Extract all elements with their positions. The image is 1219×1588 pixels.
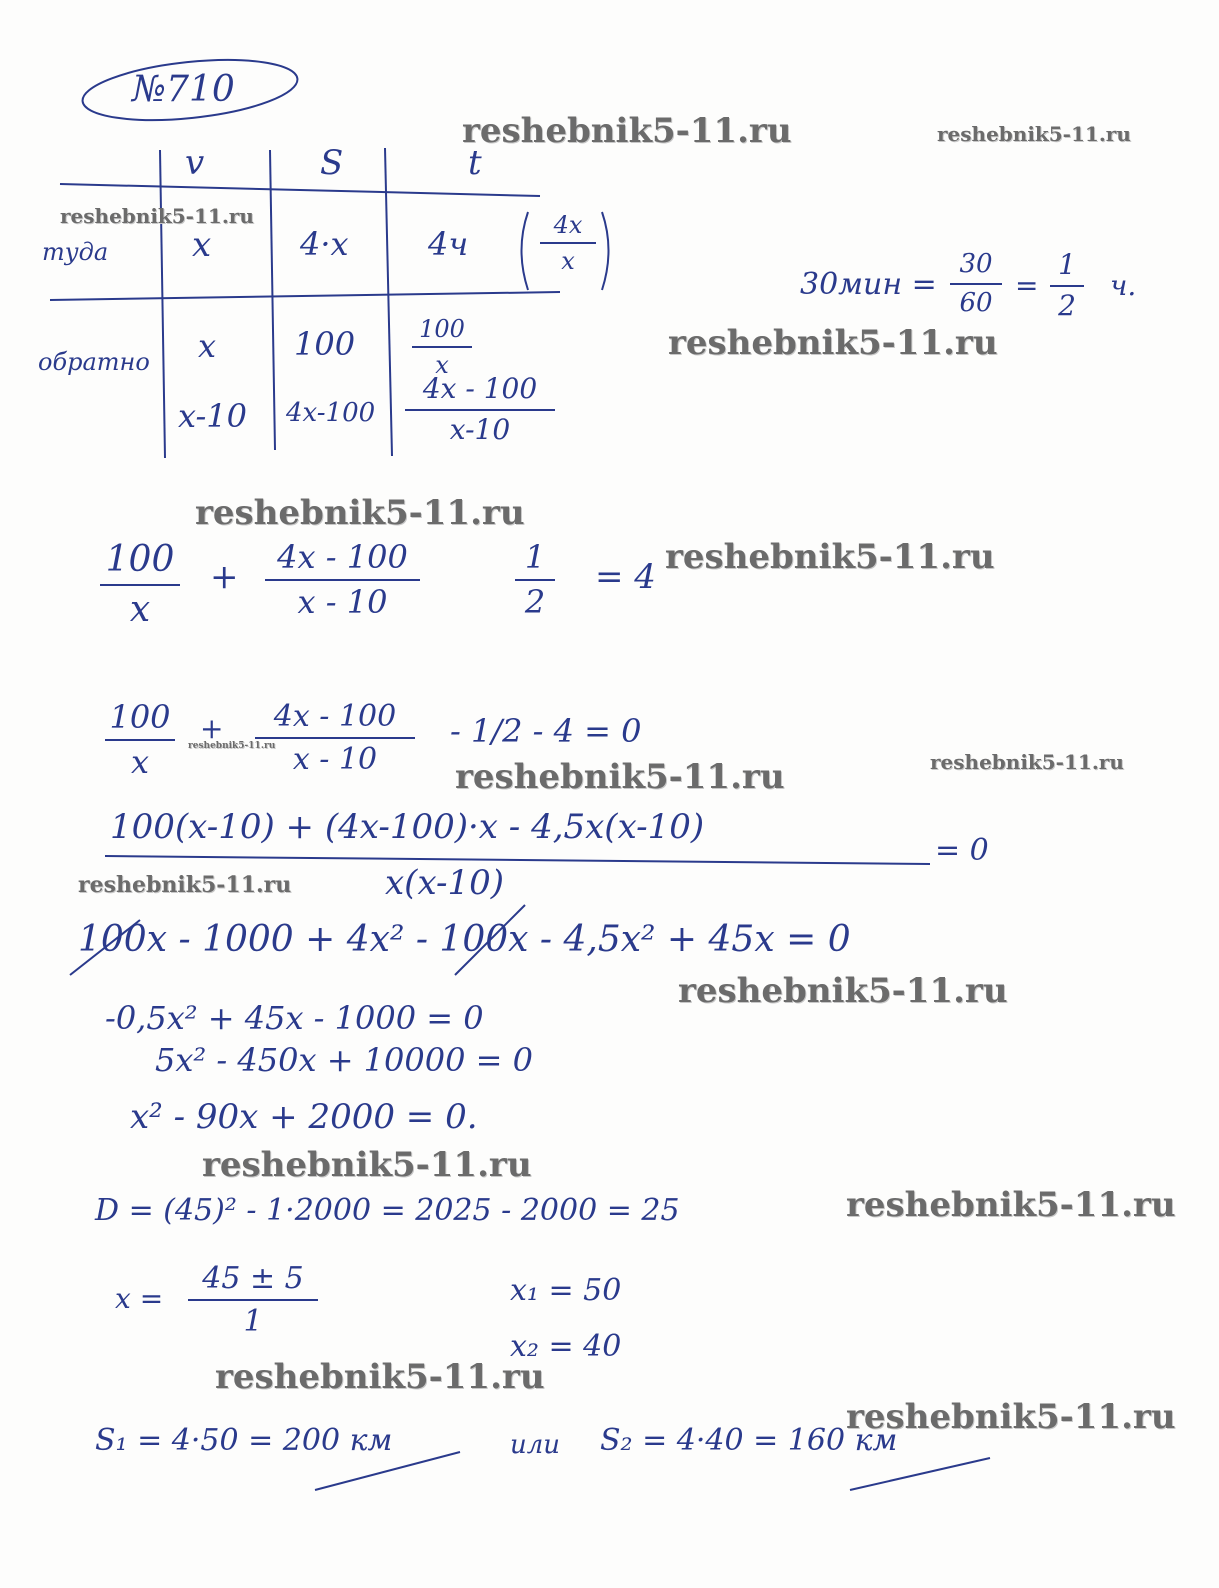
- row2-t2-fraction: 4x - 100 x-10: [405, 374, 555, 446]
- answer-s2: S₂ = 4·40 = 160 км: [600, 1423, 898, 1458]
- eq1-plus: +: [210, 557, 239, 597]
- watermark: reshebnik5-11.ru: [60, 204, 254, 228]
- table-header-line: [60, 184, 540, 196]
- eq2-fraction-2: 4x - 100 x - 10: [255, 700, 415, 776]
- watermark: reshebnik5-11.ru: [78, 872, 292, 898]
- watermark: reshebnik5-11.ru: [462, 111, 792, 151]
- table-row-line: [50, 292, 560, 300]
- line-simplify: -0,5x² + 45x - 1000 = 0: [105, 999, 484, 1037]
- eq2-plus: +: [200, 712, 224, 745]
- conversion-fraction-2: 1 2: [1050, 250, 1084, 322]
- eq3-rhs: = 0: [935, 833, 989, 868]
- conversion-fraction-1: 30 60: [950, 250, 1002, 317]
- watermark: reshebnik5-11.ru: [937, 122, 1131, 146]
- eq2-tail: - 1/2 - 4 = 0: [450, 712, 642, 750]
- table-col-line-2: [270, 150, 275, 450]
- row2-v2: x-10: [178, 397, 248, 435]
- conversion-unit: ч.: [1110, 269, 1137, 302]
- row-label-tuda: туда: [42, 238, 109, 266]
- root-x2: x₂ = 40: [510, 1329, 622, 1364]
- eq1-rhs: = 4: [595, 557, 656, 597]
- table-header-t: t: [468, 143, 482, 183]
- watermark: reshebnik5-11.ru: [195, 493, 525, 533]
- row2-s2: 4x-100: [286, 398, 376, 428]
- watermark: reshebnik5-11.ru: [665, 537, 995, 577]
- line-times-neg10: 5x² - 450x + 10000 = 0: [155, 1041, 533, 1079]
- watermark: reshebnik5-11.ru: [846, 1397, 1176, 1437]
- line-reduced: x² - 90x + 2000 = 0.: [130, 1097, 478, 1137]
- watermark: reshebnik5-11.ru: [188, 741, 276, 751]
- row1-t-note-fraction: 4x x: [540, 212, 596, 275]
- eq3-fraction-bar: [105, 856, 930, 864]
- problem-number: №710: [132, 69, 235, 110]
- eq2-fraction-1: 100 x: [105, 700, 175, 780]
- watermark: reshebnik5-11.ru: [846, 1185, 1176, 1225]
- answer-or: или: [510, 1430, 561, 1460]
- table-col-line-1: [160, 150, 165, 458]
- table-col-line-3: [385, 148, 392, 456]
- answer-s1: S₁ = 4·50 = 200 км: [95, 1423, 393, 1458]
- watermark: reshebnik5-11.ru: [202, 1145, 532, 1185]
- watermark: reshebnik5-11.ru: [215, 1357, 545, 1397]
- table-header-s: S: [320, 143, 344, 183]
- row1-t: 4ч: [428, 225, 469, 263]
- row2-t1-fraction: 100 x: [412, 316, 472, 379]
- row1-v: x: [192, 225, 212, 265]
- line-discriminant: D = (45)² - 1·2000 = 2025 - 2000 = 25: [95, 1193, 680, 1228]
- eq1-fraction-2: 4x - 100 x - 10: [265, 540, 420, 620]
- conversion-eq: =: [1015, 269, 1039, 302]
- watermark: reshebnik5-11.ru: [678, 971, 1008, 1011]
- eq3-denominator: x(x-10): [385, 863, 505, 903]
- eq1-fraction-3: 1 2: [515, 540, 555, 620]
- table-header-v: v: [185, 143, 205, 183]
- row1-s: 4·x: [300, 225, 349, 263]
- row2-v1: x: [198, 327, 217, 365]
- row-label-obratno: обратно: [38, 348, 150, 376]
- conversion-lhs: 30мин =: [800, 267, 937, 302]
- watermark: reshebnik5-11.ru: [930, 750, 1124, 774]
- row2-s1: 100: [294, 325, 356, 363]
- eq3-numerator: 100(x-10) + (4x-100)·x - 4,5x(x-10): [110, 807, 705, 847]
- line-expand: 100x - 1000 + 4x² - 100x - 4,5x² + 45x = 0: [78, 919, 851, 960]
- watermark: reshebnik5-11.ru: [455, 757, 785, 797]
- roots-fraction: 45 ± 5 1: [188, 1262, 318, 1338]
- roots-prefix: x =: [115, 1282, 164, 1315]
- root-x1: x₁ = 50: [510, 1273, 622, 1308]
- eq1-fraction-1: 100 x: [100, 540, 180, 629]
- watermark: reshebnik5-11.ru: [668, 323, 998, 363]
